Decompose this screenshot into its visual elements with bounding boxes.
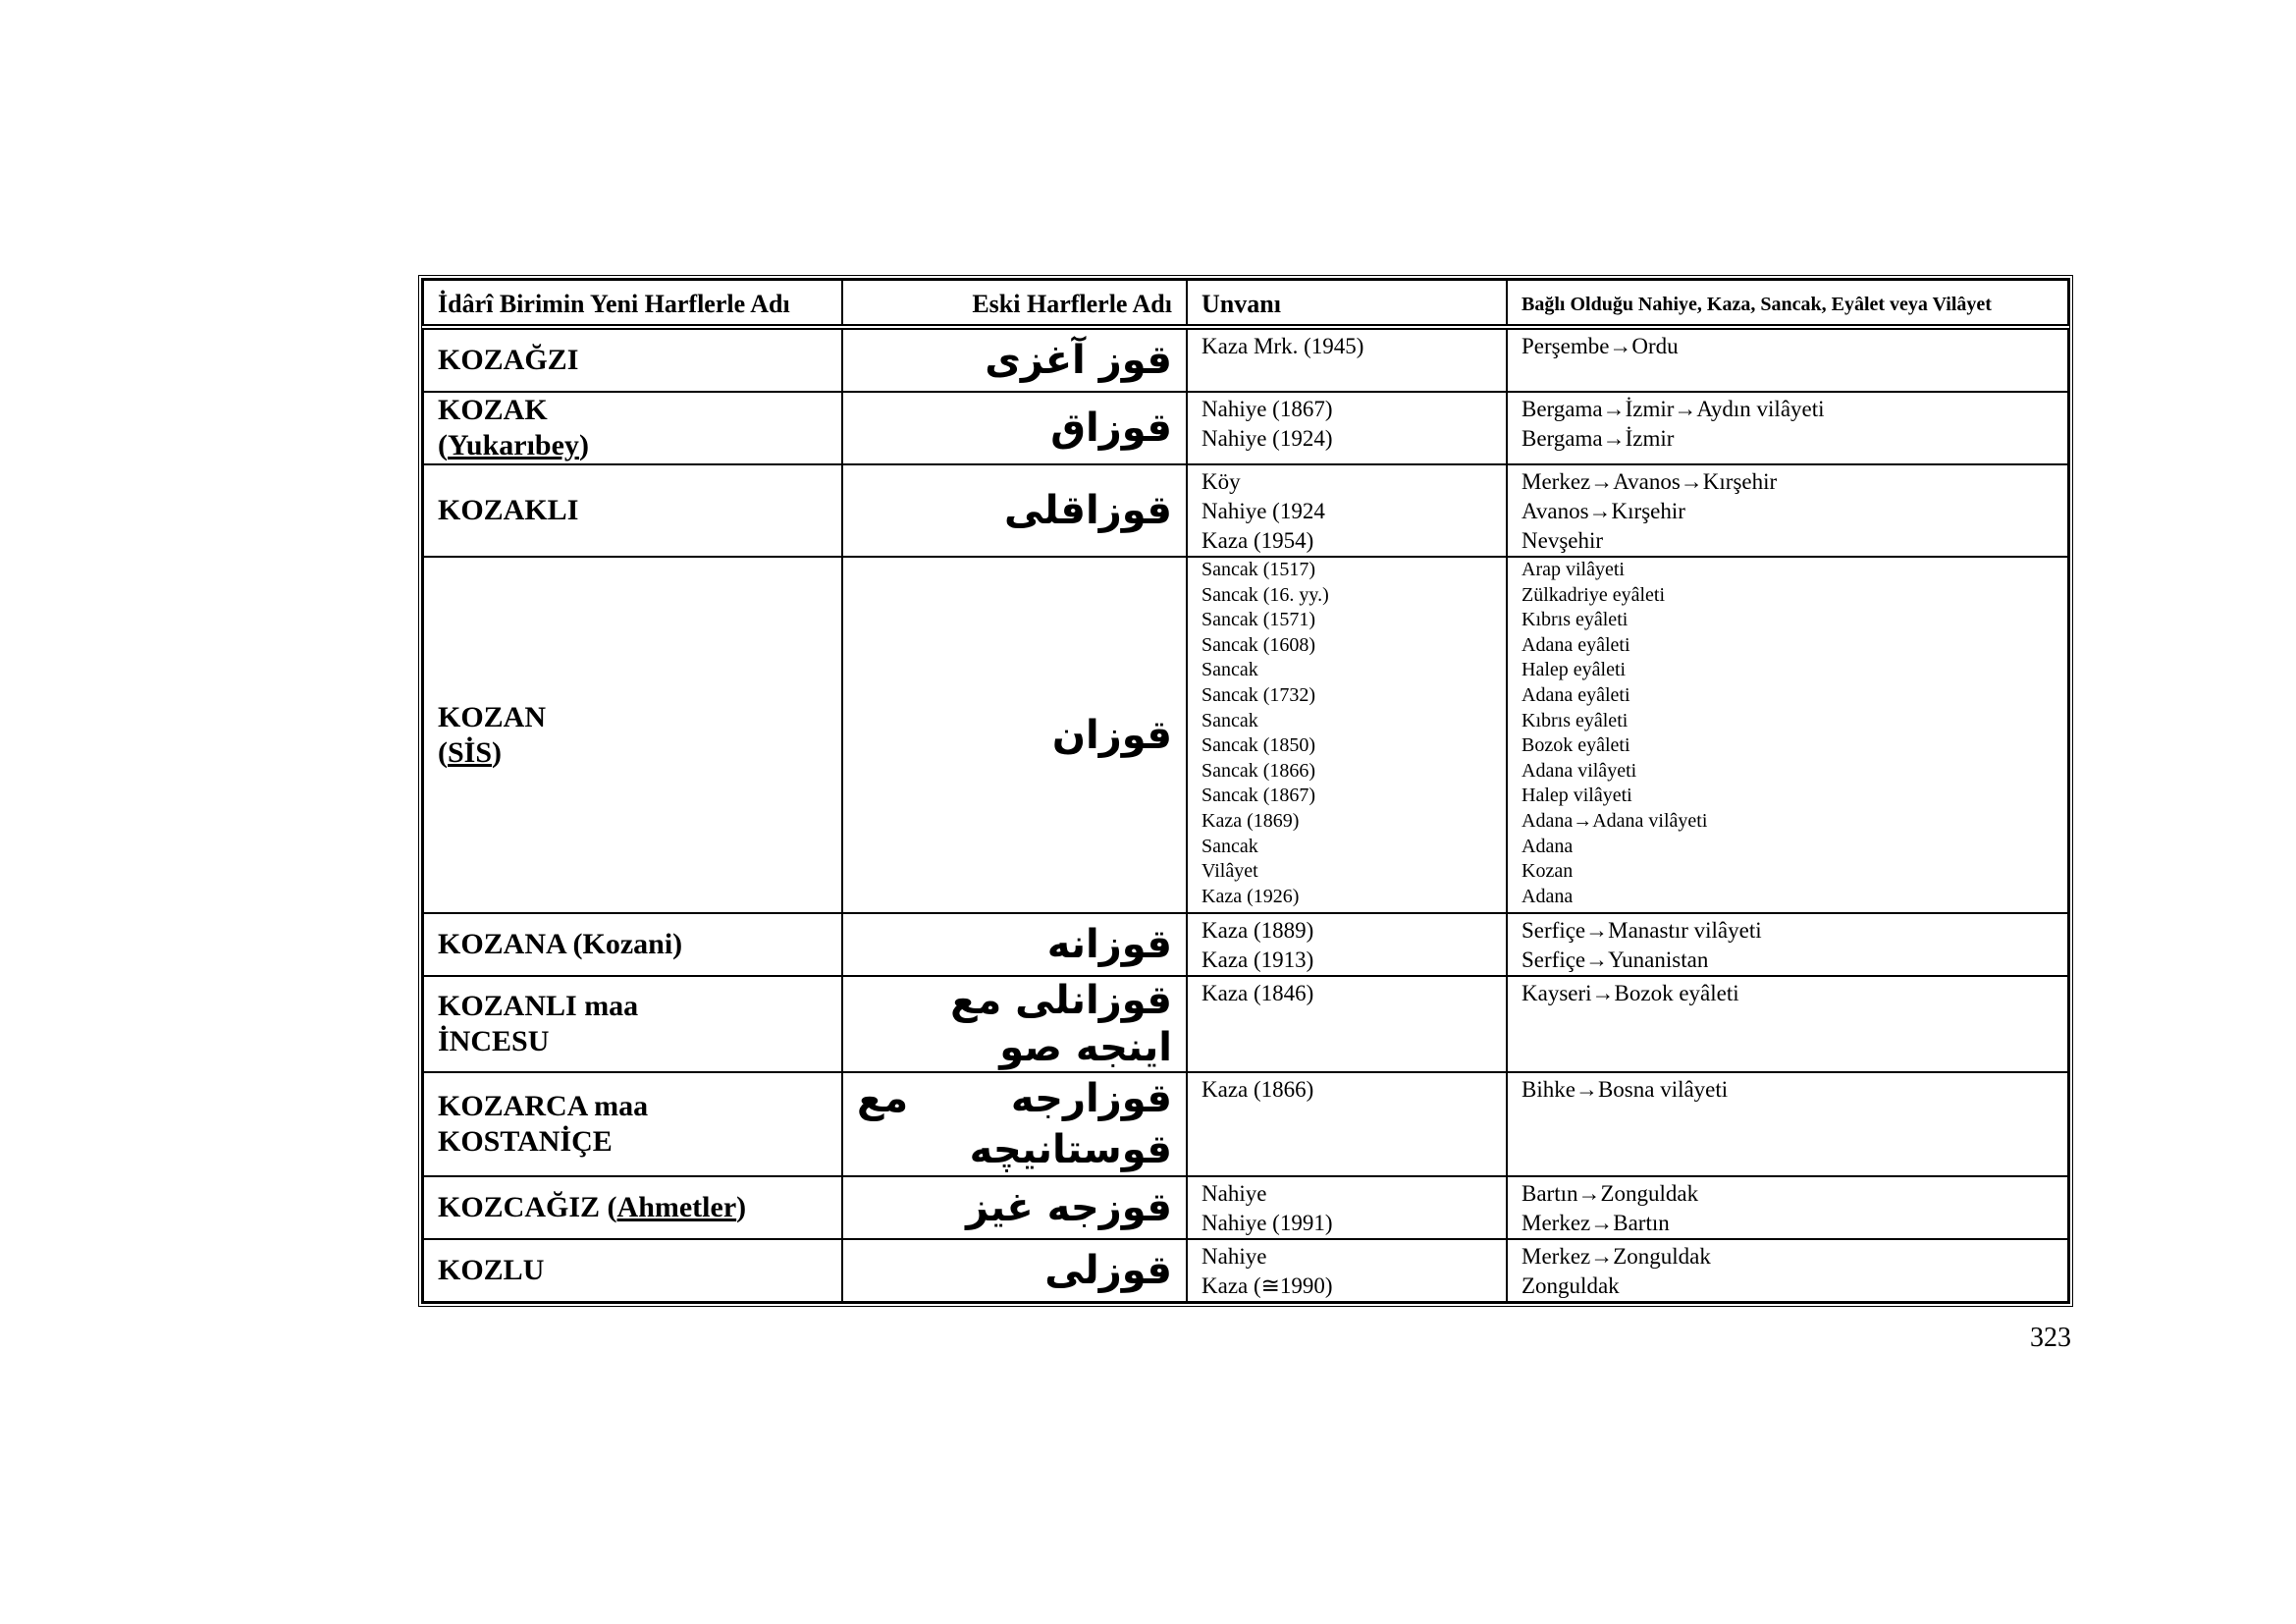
row-old-name: قوزانلى مع اینجه صو: [842, 976, 1187, 1072]
title-line: Kaza (≅1990): [1201, 1273, 1333, 1298]
title-line: Kaza (1926): [1201, 885, 1300, 907]
paren-close: ): [492, 735, 503, 769]
row-name-alt: [438, 735, 828, 771]
row-name: [423, 329, 842, 392]
belongs-line: Kozan: [1522, 860, 1574, 883]
belongs-line: Avanos→Kırşehir: [1522, 499, 1685, 523]
row-name-text: KOZAK: [438, 394, 548, 426]
table-row: [423, 1239, 2068, 1302]
belongs-line: Merkez→Bartın: [1522, 1211, 1670, 1235]
title-line: Sancak (1608): [1201, 633, 1316, 656]
title-line: Kaza (1954): [1201, 528, 1314, 553]
row-name: [423, 1176, 842, 1239]
belongs-line: Kıbrıs eyâleti: [1522, 709, 1629, 731]
row-titles: [1187, 329, 1507, 392]
header-title: Unvanı: [1187, 280, 1507, 325]
belongs-line: Adana: [1522, 885, 1574, 907]
alt-name-underlined: Ahmetler: [616, 1191, 737, 1223]
row-belongs: [1507, 557, 2068, 913]
header-old-name: Eski Harflerle Adı: [842, 280, 1187, 325]
title-line: Kaza (1913): [1201, 947, 1314, 972]
belongs-line: Bihke→Bosna vilâyeti: [1522, 1077, 1729, 1102]
title-line: Sancak (1866): [1201, 759, 1316, 782]
row-titles: [1187, 1176, 1507, 1239]
belongs-line: Bergama→İzmir→Aydın vilâyeti: [1522, 397, 1825, 421]
table-row: [423, 913, 2068, 976]
row-old-name: قوزلى: [842, 1239, 1187, 1302]
belongs-line: Zülkadriye eyâleti: [1522, 583, 1666, 606]
title-line: Nahiye: [1201, 1181, 1267, 1206]
belongs-line: Halep eyâleti: [1522, 659, 1627, 681]
row-belongs: [1507, 913, 2068, 976]
belongs-line: Adana eyâleti: [1522, 633, 1630, 656]
row-old-name: قوزجه غيز: [842, 1176, 1187, 1239]
row-belongs: [1507, 1176, 2068, 1239]
title-line: Nahiye (1867): [1201, 397, 1333, 421]
title-line: Sancak (1850): [1201, 734, 1316, 757]
row-old-name: قوزاقلى: [842, 464, 1187, 557]
header-name: İdârî Birimin Yeni Harflerle Adı: [423, 280, 842, 325]
row-belongs: [1507, 464, 2068, 557]
belongs-line: Merkez→Avanos→Kırşehir: [1522, 469, 1778, 494]
paren-open: (: [438, 429, 448, 461]
table-row: [423, 464, 2068, 557]
paren-open: (: [438, 735, 448, 769]
title-line: Nahiye: [1201, 1244, 1267, 1269]
title-line: Vilâyet: [1201, 860, 1258, 883]
row-name-text: KOZLU: [438, 1254, 545, 1286]
row-name-text: KOZARCA maa: [438, 1090, 649, 1122]
row-belongs: [1507, 392, 2068, 464]
row-old-name: قوزاق: [842, 392, 1187, 464]
title-line: Kaza (1869): [1201, 809, 1300, 832]
title-line: Sancak (1867): [1201, 785, 1316, 807]
title-line: Nahiye (1924: [1201, 499, 1325, 523]
title-line: Sancak (16. yy.): [1201, 583, 1329, 606]
row-name: [423, 392, 842, 464]
row-name-text: KOZANLI maa: [438, 990, 639, 1022]
belongs-line: Arap vilâyeti: [1522, 559, 1625, 580]
row-name: [423, 913, 842, 976]
header-belongs: Bağlı Olduğu Nahiye, Kaza, Sancak, Eyâlet veya Vilâyet: [1507, 280, 2068, 325]
row-titles: [1187, 976, 1507, 1072]
row-old-name: قوز آغزى: [842, 329, 1187, 392]
title-line: Nahiye (1924): [1201, 426, 1333, 451]
table-row: [423, 1176, 2068, 1239]
row-name-alt: [438, 428, 828, 463]
belongs-line: Adana eyâleti: [1522, 683, 1630, 706]
row-belongs: [1507, 976, 2068, 1072]
belongs-line: Merkez→Zonguldak: [1522, 1244, 1711, 1269]
row-name: [423, 464, 842, 557]
belongs-line: Adana: [1522, 835, 1574, 857]
row-name: [423, 976, 842, 1072]
title-line: Kaza (1889): [1201, 918, 1314, 943]
alt-name-underlined: SİS: [448, 735, 493, 769]
row-titles: [1187, 913, 1507, 976]
row-titles: [1187, 1072, 1507, 1176]
row-belongs: [1507, 1239, 2068, 1302]
row-old-name: قوزانه: [842, 913, 1187, 976]
paren-open: (: [607, 1191, 617, 1223]
belongs-line: Serfiçe→Manastır vilâyeti: [1522, 918, 1762, 943]
row-name-text-line2: KOSTANİÇE: [438, 1125, 613, 1158]
header-row: [423, 280, 2068, 325]
table-row: [423, 557, 2068, 913]
row-titles: [1187, 557, 1507, 913]
belongs-line: Zonguldak: [1522, 1273, 1620, 1298]
row-name-text-line2: İNCESU: [438, 1025, 550, 1057]
alt-name-underlined: Yukarıbey: [448, 429, 579, 461]
row-name-text: KOZAN: [438, 700, 547, 733]
row-name-text: KOZAĞZI: [438, 344, 579, 376]
table-row: [423, 329, 2068, 392]
title-line: Kaza (1866): [1201, 1077, 1314, 1102]
table-row: [423, 392, 2068, 464]
title-line: Sancak: [1201, 709, 1258, 731]
gazetteer-table: [422, 279, 2069, 1303]
row-old-name: قوزارجه مع قوستانيچه: [842, 1072, 1187, 1176]
row-titles: [1187, 464, 1507, 557]
paren-close: ): [578, 429, 589, 461]
title-line: Köy: [1201, 469, 1241, 494]
paren-close: ): [736, 1191, 747, 1223]
row-name: [423, 1239, 842, 1302]
title-line: Nahiye (1991): [1201, 1211, 1333, 1235]
row-name-text: KOZAKLI: [438, 494, 579, 526]
belongs-line: Serfiçe→Yunanistan: [1522, 947, 1709, 972]
belongs-line: Perşembe→Ordu: [1522, 334, 1679, 358]
title-line: Kaza Mrk. (1945): [1201, 334, 1364, 358]
belongs-line: Bergama→İzmir: [1522, 426, 1675, 451]
row-name-text: KOZANA (Kozani): [438, 928, 683, 960]
belongs-line: Bartın→Zonguldak: [1522, 1181, 1699, 1206]
title-line: Sancak: [1201, 659, 1258, 681]
row-belongs: [1507, 1072, 2068, 1176]
title-line: Sancak (1517): [1201, 559, 1316, 580]
gazetteer-table-frame: [418, 275, 2073, 1307]
row-name-text: KOZCAĞIZ: [438, 1191, 601, 1223]
table-row: [423, 1072, 2068, 1176]
row-name: [423, 557, 842, 913]
title-line: Sancak (1571): [1201, 609, 1316, 631]
row-belongs: [1507, 329, 2068, 392]
title-line: Sancak: [1201, 835, 1258, 857]
belongs-line: Kıbrıs eyâleti: [1522, 609, 1629, 631]
row-name: [423, 1072, 842, 1176]
row-titles: [1187, 1239, 1507, 1302]
belongs-line: Adana→Adana vilâyeti: [1522, 809, 1708, 832]
title-line: Kaza (1846): [1201, 981, 1314, 1005]
page-number: 323: [2030, 1323, 2071, 1353]
table-row: [423, 976, 2068, 1072]
row-old-name: قوزان: [842, 557, 1187, 913]
row-titles: [1187, 392, 1507, 464]
belongs-line: Nevşehir: [1522, 528, 1604, 553]
belongs-line: Halep vilâyeti: [1522, 785, 1632, 807]
belongs-line: Bozok eyâleti: [1522, 734, 1630, 757]
belongs-line: Kayseri→Bozok eyâleti: [1522, 981, 1739, 1005]
belongs-line: Adana vilâyeti: [1522, 759, 1637, 782]
title-line: Sancak (1732): [1201, 683, 1316, 706]
